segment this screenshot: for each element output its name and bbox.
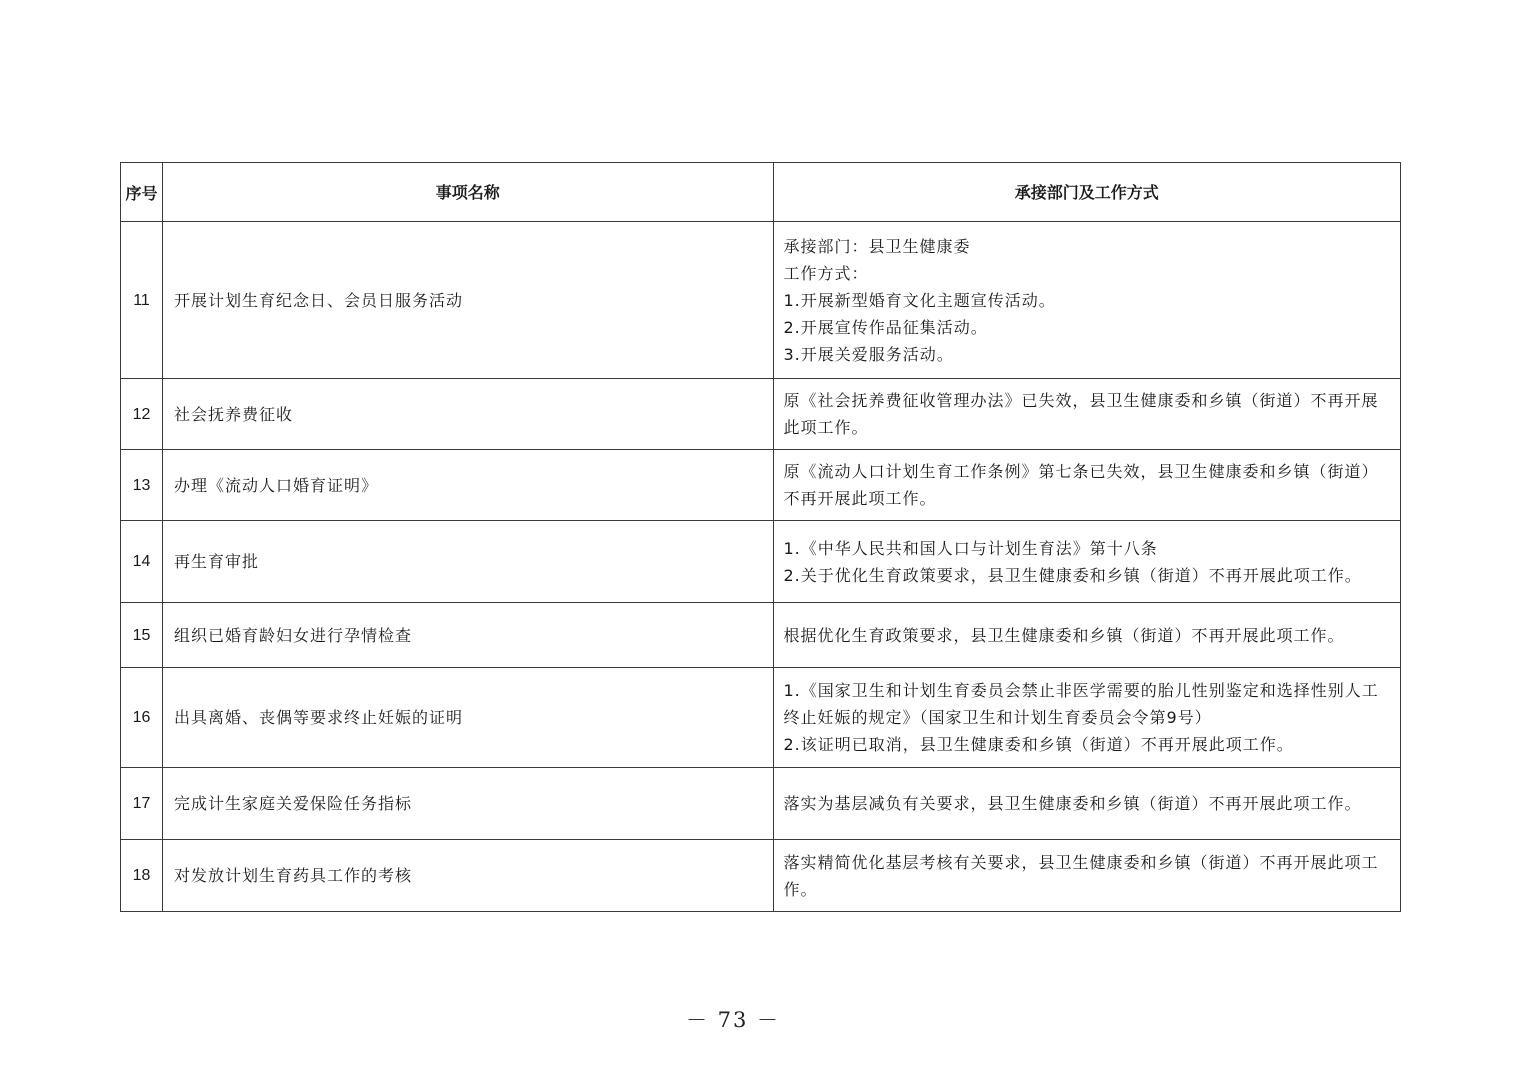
- table-row: [121, 379, 1401, 450]
- dept-line: 2.关于优化生育政策要求，县卫生健康委和乡镇（街道）不再开展此项工作。: [783, 565, 1362, 585]
- row-seq: 12: [121, 379, 163, 450]
- table-row: [121, 768, 1401, 840]
- row-dept-method: [773, 768, 1401, 840]
- dept-line: 根据优化生育政策要求，县卫生健康委和乡镇（街道）不再开展此项工作。: [783, 625, 1345, 645]
- row-item-name: 出具离婚、丧偶等要求终止妊娠的证明: [163, 668, 773, 768]
- table-row: [121, 603, 1401, 668]
- row-seq: 13: [121, 450, 163, 521]
- dept-line: 原《流动人口计划生育工作条例》第七条已失效，县卫生健康委和乡镇（街道）不再开展此项工作。: [783, 462, 1379, 508]
- row-seq: 16: [121, 668, 163, 768]
- row-dept-method: [773, 222, 1401, 379]
- dept-line: 2.该证明已取消，县卫生健康委和乡镇（街道）不再开展此项工作。: [783, 735, 1294, 754]
- row-item-name: 对发放计划生育药具工作的考核: [163, 840, 773, 912]
- row-dept-method: [773, 603, 1401, 668]
- dept-line: 1.开展新型婚育文化主题宣传活动。: [783, 290, 1056, 310]
- row-dept-method: [773, 668, 1401, 768]
- dept-line: 1.《中华人民共和国人口与计划生育法》第十八条: [783, 538, 1158, 558]
- row-item-name: 组织已婚育龄妇女进行孕情检查: [163, 603, 773, 668]
- header-seq: 序号: [121, 163, 163, 222]
- row-dept-method: [773, 379, 1401, 450]
- dept-line: 承接部门：县卫生健康委: [783, 236, 971, 256]
- row-seq: 11: [121, 222, 163, 379]
- row-item-name: 完成计生家庭关爱保险任务指标: [163, 768, 773, 840]
- dept-line: 3.开展关爱服务活动。: [783, 344, 954, 364]
- row-item-name: 再生育审批: [163, 521, 773, 603]
- row-seq: 15: [121, 603, 163, 668]
- dept-line: 2.开展宣传作品征集活动。: [783, 317, 988, 337]
- row-seq: 14: [121, 521, 163, 603]
- row-item-name: 开展计划生育纪念日、会员日服务活动: [163, 222, 773, 379]
- table-body: [121, 222, 1401, 912]
- page-number: － 73 －: [685, 1008, 781, 1032]
- header-name: 事项名称: [163, 163, 773, 222]
- dept-line: 工作方式：: [783, 263, 869, 283]
- row-seq: 18: [121, 840, 163, 912]
- row-dept-method: [773, 840, 1401, 912]
- row-item-name: 社会抚养费征收: [163, 379, 773, 450]
- table-row: [121, 668, 1401, 768]
- dept-line: 原《社会抚养费征收管理办法》已失效，县卫生健康委和乡镇（街道）不再开展此项工作。: [783, 391, 1379, 437]
- policy-table: [120, 162, 1401, 912]
- table-row: [121, 222, 1401, 379]
- table-row: [121, 840, 1401, 912]
- dept-line: 落实精简优化基层考核有关要求，县卫生健康委和乡镇（街道）不再开展此项工作。: [783, 852, 1379, 899]
- dept-line: 1.《国家卫生和计划生育委员会禁止非医学需要的胎儿性别鉴定和选择性别人工终止妊娠的规定》（国家卫生和计划生育委员会令第9号）: [783, 681, 1379, 727]
- row-item-name: 办理《流动人口婚育证明》: [163, 450, 773, 521]
- row-seq: 17: [121, 768, 163, 840]
- table-row: [121, 521, 1401, 603]
- header-dept: 承接部门及工作方式: [773, 163, 1401, 222]
- row-dept-method: [773, 521, 1401, 603]
- dept-line: 落实为基层减负有关要求，县卫生健康委和乡镇（街道）不再开展此项工作。: [783, 794, 1362, 813]
- row-dept-method: [773, 450, 1401, 521]
- table-header-row: [121, 163, 1401, 222]
- table-row: [121, 450, 1401, 521]
